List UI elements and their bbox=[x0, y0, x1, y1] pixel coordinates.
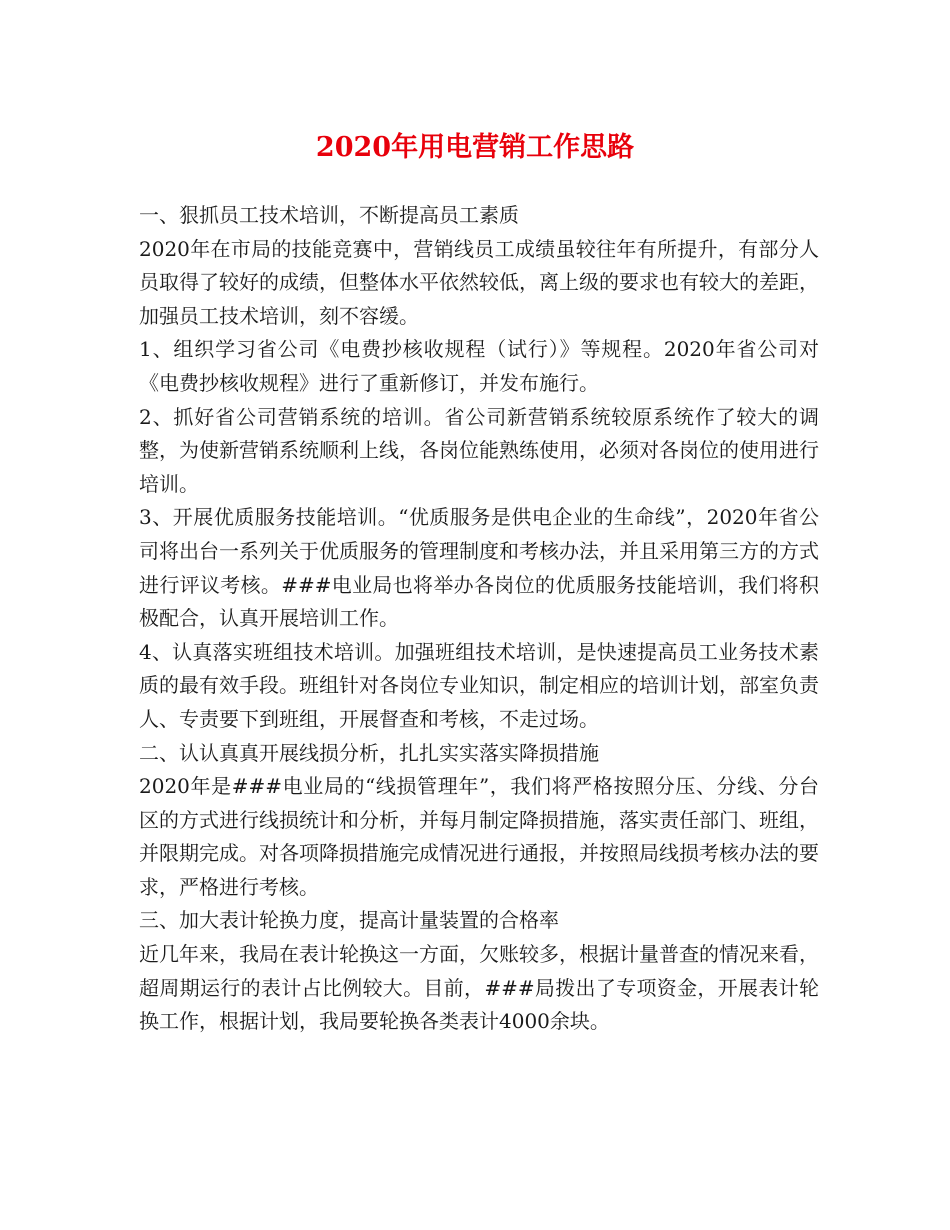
document-title: 2020年用电营销工作思路 bbox=[315, 132, 635, 163]
section-heading-1: 一、狠抓员工技术培训，不断提高员工素质 bbox=[139, 203, 519, 227]
section-heading-2: 二、认认真真开展线损分析，扎扎实实落实降损措施 bbox=[139, 740, 599, 765]
section-heading-3: 三、加大表计轮换力度，提高计量装置的合格率 bbox=[139, 908, 559, 933]
list-item-1: 1、组织学习省公司《电费抄核收规程（试行）》等规程。2020年省公司对《电费抄核收规程》进行了重新修订，并发布施行。 bbox=[139, 337, 819, 395]
paragraph-line-loss: 2020年是###电业局的“线损管理年”，我们将严格按照分压、分线、分台区的方式进行线损统计和分析，并每月制定降损措施，落实责任部门、班组，并限期完成。对各项降损措施完成情况进行通报，并按照局线损考核办法的要求，严格进行考核。 bbox=[139, 774, 819, 899]
paragraph-intro: 2020年在市局的技能竞赛中，营销线员工成绩虽较往年有所提升，有部分人员取得了较好的成绩，但整体水平依然较低，离上级的要求也有较大的差距，加强员工技术培训，刻不容缓。 bbox=[139, 236, 819, 328]
paragraph-meter-rotation: 近几年来，我局在表计轮换这一方面，欠账较多，根据计量普查的情况来看，超周期运行的表计占比例较大。目前，###局拨出了专项资金，开展表计轮换工作，根据计划，我局要轮换各类表计4000余块。 bbox=[139, 942, 819, 1034]
list-item-4: 4、认真落实班组技术培训。加强班组技术培训，是快速提高员工业务技术素质的最有效手段。班组针对各岗位专业知识，制定相应的培训计划，部室负责人、专责要下到班组，开展督查和考核，不走过场。 bbox=[139, 639, 819, 731]
document-body bbox=[139, 199, 819, 1039]
list-item-3: 3、开展优质服务技能培训。“优质服务是供电企业的生命线”，2020年省公司将出台一系列关于优质服务的管理制度和考核办法，并且采用第三方的方式进行评议考核。###电业局也将举办各岗位的优质服务技能培训，我们将积极配合，认真开展培训工作。 bbox=[139, 505, 819, 631]
list-item-2: 2、抓好省公司营销系统的培训。省公司新营销系统较原系统作了较大的调整，为使新营销系统顺利上线，各岗位能熟练使用，必须对各岗位的使用进行培训。 bbox=[139, 404, 819, 496]
